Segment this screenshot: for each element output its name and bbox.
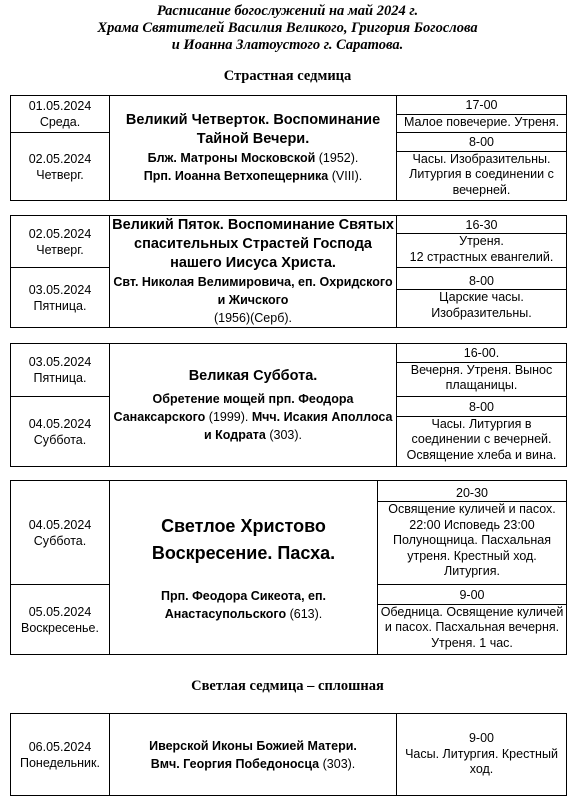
weekday: Четверг. [36,242,84,257]
schedule-block-monday [10,713,567,796]
weekday: Четверг. [36,167,84,182]
feast-title: Великий Пяток. Воспоминание Святых спасительных Страстей Господа нашего Иисуса Христа. [112,217,394,271]
feast-title: Великая Суббота. [188,367,318,384]
saint-year: (VIII). [331,169,363,183]
service-cell [378,585,567,655]
date: 03.05.2024 [28,282,92,297]
service-time: 8-00 [397,274,566,291]
service-time: 16-00. [397,346,566,363]
date: 03.05.2024 [28,355,92,369]
service-cell [397,714,567,796]
page-header [0,3,575,54]
feast-cell [110,96,397,201]
schedule-block-thursday [10,95,567,201]
service-cell [397,216,567,268]
date-cell [11,96,110,133]
service-cell [397,96,567,133]
feast-cell [110,216,397,328]
date-cell [11,585,110,655]
service-time: 9-00 [468,731,495,746]
feast-cell [110,344,397,467]
saint-year: (1952). [318,151,359,165]
service-cell [397,344,567,397]
saint-name: Вмч. Георгия Победоносца [150,756,320,771]
saint-year: (303). [269,427,302,442]
weekday: Пятница. [33,371,87,385]
date-cell [11,216,110,268]
service-time: 17-00 [397,98,566,115]
saint-year: (1999). [208,409,249,424]
saint-name: Блж. Матроны Московской [147,151,316,165]
service-desc: Малое повечерие. Утреня. [403,114,560,129]
saint-name: Прп. Феодора Сикеота, еп. Анастасупольского [160,588,327,621]
section-title-passion-week: Страстная седмица [223,68,352,84]
weekday: Воскресенье. [21,620,99,635]
date-cell [11,344,110,397]
saint-year: (613). [289,606,323,621]
service-cell [378,481,567,585]
saint-year: (1956)(Серб). [213,311,293,325]
date: 02.05.2024 [28,151,92,166]
service-time: 8-00 [397,400,566,417]
service-desc: Часы. Литургия в соединении с вечерней. Освящение хлеба и вина. [406,416,557,462]
date: 05.05.2024 [28,604,92,619]
service-cell [397,268,567,328]
saint-name: Обретение мощей прп. Феодора Санаксарского [113,391,354,424]
date-cell [11,133,110,201]
weekday: Понедельник. [20,755,100,770]
weekday: Суббота. [33,432,87,447]
service-desc: Изобразительны. [431,305,532,320]
saint-name: Мчч. Исакия Аполлоса и Кодрата [204,409,393,442]
service-time: 20-30 [378,486,566,503]
feast-title: Великий Четверток. Воспоминание Тайной Вечери. [125,112,381,147]
date-cell [11,481,110,585]
service-time: 9-00 [378,588,566,605]
service-desc: Царские часы. [439,290,524,305]
service-time: 16-30 [397,218,566,235]
date: 02.05.2024 [28,226,92,241]
service-desc: Утреня. [459,234,504,249]
service-desc: Часы. Изобразительны. Литургия в соединении с вечерней. [409,151,554,197]
date: 01.05.2024 [28,99,92,113]
schedule-block-saturday [10,343,567,467]
saint-year: (303). [322,756,356,771]
service-cell [397,133,567,201]
service-desc: Часы. Литургия. Крестный ход. [405,746,558,777]
feast-cell [110,481,378,655]
service-time: 8-00 [397,135,566,152]
date-cell [11,714,110,796]
service-desc: 12 страстных евангелий. [409,249,554,264]
weekday: Среда. [39,115,81,129]
date: 06.05.2024 [28,739,92,754]
header-line-3: и Иоанна Златоустого г. Саратова. [171,37,404,53]
feast-title: Светлое Христово Воскресение. Пасха. [151,515,336,563]
service-desc: Освящение куличей и пасох. 22:00 Исповедь 23:00 Полунощница. Пасхальная утреня. Крестный ход. Литургия. [388,502,556,578]
schedule-block-easter [10,480,567,655]
header-line-2: Храма Святителей Василия Великого, Григория Богослова [97,20,478,36]
service-desc: Обедница. Освящение куличей и пасох. Пасхальная вечерня. Утреня. 1 час. [380,604,564,650]
date-cell [11,397,110,467]
feast-cell [110,714,397,796]
saint-name: Иверской Иконы Божией Матери. [149,738,357,753]
schedule-block-friday [10,215,567,328]
weekday: Пятница. [33,298,87,313]
saint-name: Прп. Иоанна Ветхопещерника [143,169,329,183]
date-cell [11,268,110,328]
weekday: Суббота. [33,533,87,548]
service-desc: Вечерня. Утреня. Вынос плащаницы. [410,362,553,393]
service-cell [397,397,567,467]
section-title-bright-week: Светлая седмица – сплошная [191,678,384,694]
saint-name: Свт. Николая Велимировича, еп. Охридского и Жичского [113,275,393,307]
header-line-1: Расписание богослужений на май 2024 г. [156,3,419,19]
date: 04.05.2024 [28,416,92,431]
date: 04.05.2024 [28,517,92,532]
